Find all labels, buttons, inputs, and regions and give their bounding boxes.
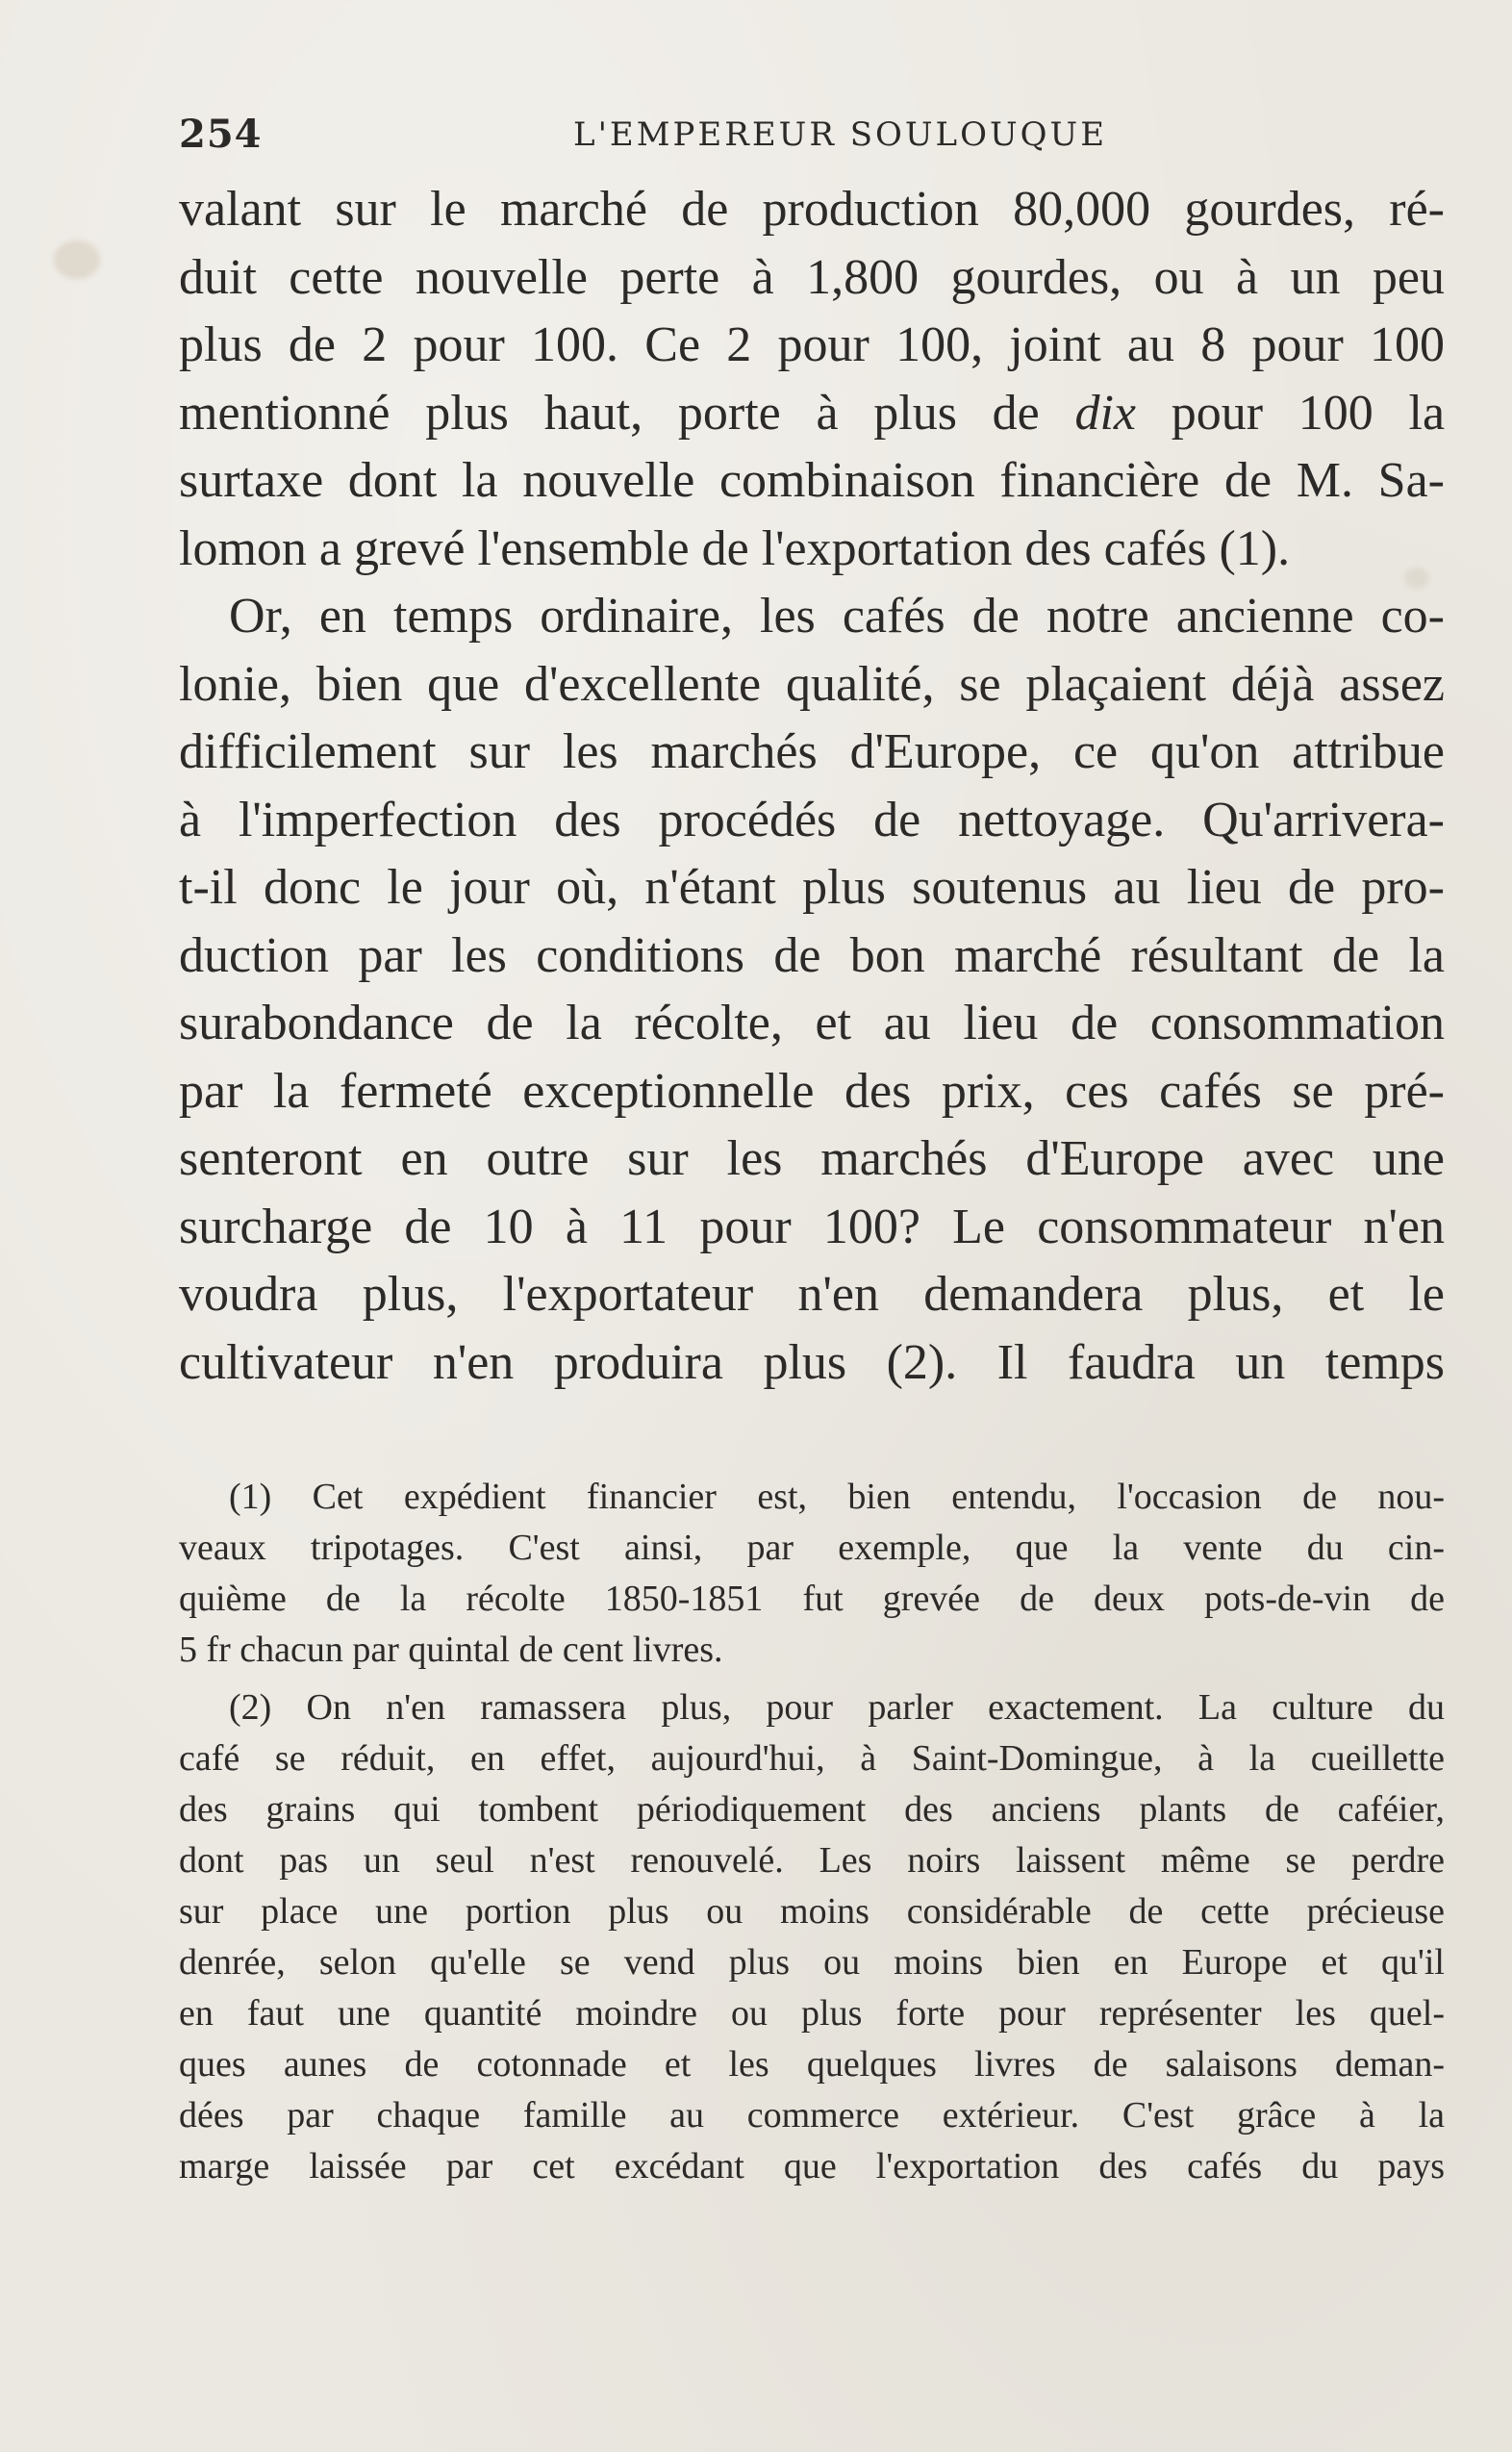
footnote-line: dées par chaque famille au commerce extérieur. C'est grâce à la bbox=[179, 2095, 1445, 2136]
footnote-line: dont pas un seul n'est renouvelé. Les noirs laissent même se perdre bbox=[179, 1840, 1445, 1881]
text-line: surabondance de la récolte, et au lieu de consommation bbox=[179, 996, 1445, 1050]
text-line: duit cette nouvelle perte à 1,800 gourdes, ou à un peu bbox=[179, 249, 1445, 305]
paragraph-start: Or, en temps ordinaire, les cafés de notre ancienne co- bbox=[229, 589, 1445, 644]
footnote-line: quième de la récolte 1850-1851 fut grevée de deux pots-de-vin de bbox=[179, 1579, 1445, 1619]
text-line-with-italic bbox=[179, 380, 1445, 448]
footnote-1 bbox=[179, 1472, 1445, 1676]
footnote-line: café se réduit, en effet, aujourd'hui, à Saint-Domingue, à la cueillette bbox=[179, 1738, 1445, 1779]
text-line: valant sur le marché de production 80,000 gourdes, ré- bbox=[179, 182, 1445, 237]
text-line: lomon a grevé l'ensemble de l'exportation des cafés (1). bbox=[179, 520, 1291, 576]
italic-word: dix bbox=[1074, 385, 1136, 441]
text-line: senteront en outre sur les marchés d'Europe avec une bbox=[179, 1131, 1445, 1186]
text-line: plus de 2 pour 100. Ce 2 pour 100, joint au 8 pour 100 bbox=[179, 317, 1445, 372]
text-line: à l'imperfection des procédés de nettoyage. Qu'arrivera- bbox=[179, 792, 1445, 847]
footnote-line: sur place une portion plus ou moins considérable de cette précieuse bbox=[179, 1891, 1445, 1932]
text-line: t-il donc le jour où, n'étant plus soutenus au lieu de pro- bbox=[179, 860, 1445, 915]
text-line: surcharge de 10 à 11 pour 100? Le consommateur n'en bbox=[179, 1199, 1445, 1254]
text-line: cultivateur n'en produira plus (2). Il faudra un temps bbox=[179, 1334, 1445, 1390]
text-segment: pour 100 la bbox=[1171, 385, 1445, 441]
text-line: par la fermeté exceptionnelle des prix, ces cafés se pré- bbox=[179, 1063, 1445, 1119]
footnote-line: ques aunes de cotonnade et les quelques livres de salaisons deman- bbox=[179, 2044, 1445, 2085]
text-segment: mentionné plus haut, porte à plus de bbox=[179, 385, 1040, 441]
footnote-line: veaux tripotages. C'est ainsi, par exemple, que la vente du cin- bbox=[179, 1528, 1445, 1568]
footnote-line: marge laissée par cet excédant que l'exportation des cafés du pays bbox=[179, 2146, 1445, 2187]
footnotes bbox=[179, 1472, 1445, 2192]
footnote-line: en faut une quantité moindre ou plus forte pour représenter les quel- bbox=[179, 1993, 1445, 2034]
footnote-line: 5 fr chacun par quintal de cent livres. bbox=[179, 1630, 723, 1670]
running-head: L'EMPEREUR SOULOUQUE bbox=[573, 115, 1108, 154]
footnote-line: (1) Cet expédient financier est, bien entendu, l'occasion de nou- bbox=[229, 1477, 1445, 1517]
text-line: lonie, bien que d'excellente qualité, se plaçaient déjà assez bbox=[179, 656, 1445, 712]
page-header bbox=[179, 108, 1445, 162]
footnote-2 bbox=[179, 1682, 1445, 2192]
footnote-line: des grains qui tombent périodiquement des anciens plants de caféier, bbox=[179, 1789, 1445, 1830]
text-line: difficilement sur les marchés d'Europe, ce qu'on attribue bbox=[179, 724, 1445, 779]
text-line: surtaxe dont la nouvelle combinaison financière de M. Sa- bbox=[179, 453, 1445, 508]
text-line: voudra plus, l'exportateur n'en demandera plus, et le bbox=[179, 1267, 1445, 1322]
text-line: duction par les conditions de bon marché résultant de la bbox=[179, 927, 1445, 983]
paper-stain bbox=[54, 240, 100, 279]
page-number: 254 bbox=[179, 112, 263, 157]
footnote-line: denrée, selon qu'elle se vend plus ou moins bien en Europe et qu'il bbox=[179, 1942, 1445, 1983]
footnote-line: (2) On n'en ramassera plus, pour parler exactement. La culture du bbox=[229, 1687, 1445, 1728]
main-text bbox=[179, 176, 1445, 1397]
footnote-gap bbox=[179, 1676, 1445, 1682]
